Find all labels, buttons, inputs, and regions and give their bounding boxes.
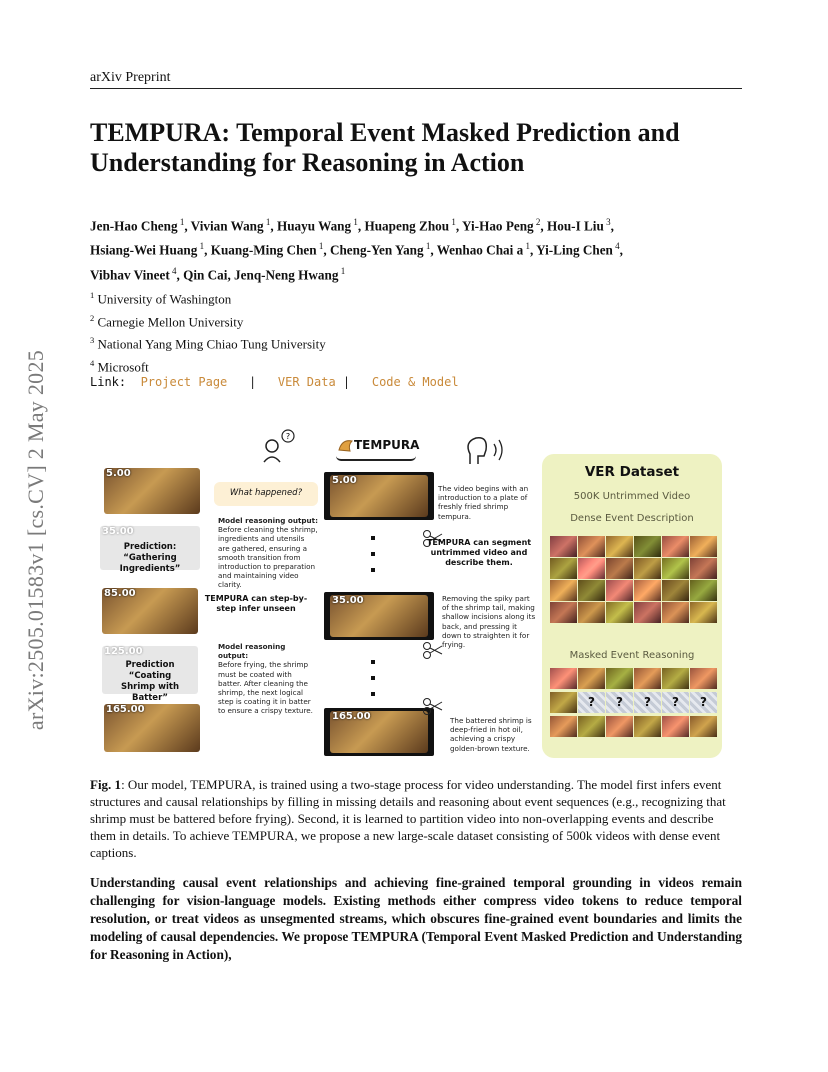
author-affil-sup: 1 xyxy=(449,217,456,227)
author-name: Kuang-Ming Chen xyxy=(210,242,317,258)
arxiv-id-text: arXiv:2505.01583v1 [cs.CV] 2 May 2025 xyxy=(23,349,48,731)
event-thumbnail xyxy=(606,716,633,737)
video-frame-5: 5.00 xyxy=(104,468,200,514)
scissors-icon xyxy=(422,640,444,660)
dataset-thumbnail xyxy=(606,580,633,601)
dataset-thumbnail xyxy=(634,580,661,601)
ver-subtitle-1: 500K Untrimmed Video xyxy=(573,491,691,502)
links-row xyxy=(90,375,459,389)
author-affil-sup: 4 xyxy=(169,265,177,276)
dataset-thumbnail xyxy=(634,602,661,623)
author-affil-sup: 1 xyxy=(338,265,346,276)
masked-event-cell: ? xyxy=(634,692,661,713)
author-affil-sup: 3 xyxy=(603,217,611,227)
author-name: Vivian Wang xyxy=(190,218,264,234)
figure-1 xyxy=(90,428,740,758)
author-name: Huapeng Zhou xyxy=(364,218,450,234)
author-name: Yi-Ling Chen xyxy=(536,242,613,258)
dataset-thumbnail xyxy=(578,602,605,623)
author-affil-sup: 1 xyxy=(197,241,205,252)
event-thumbnail xyxy=(550,668,577,689)
author-name: Jenq-Neng Hwang xyxy=(234,267,339,283)
dataset-thumbnail xyxy=(550,580,577,601)
speaking-head-icon xyxy=(462,434,508,468)
affiliation-item: $^1$ University of Washington xyxy=(90,290,232,307)
masked-event-cell: ? xyxy=(606,692,633,713)
segment-note: TEMPURA can segment untrimmed video and describe them. xyxy=(426,538,532,567)
thinking-person-icon xyxy=(258,428,298,464)
filmstrip-frame-3: 165.00 xyxy=(324,708,434,756)
ver-title: VER Dataset xyxy=(584,464,680,480)
ver-dataset-panel xyxy=(542,454,722,758)
dataset-thumbnail xyxy=(606,558,633,579)
event-thumbnail xyxy=(606,668,633,689)
author-name: Wenhao Chai a xyxy=(436,242,524,258)
stepwise-note: TEMPURA can step-by-step infer unseen xyxy=(204,594,308,613)
dataset-thumbnail xyxy=(690,580,717,601)
ellipsis-dot xyxy=(371,676,375,680)
event-thumbnail xyxy=(634,716,661,737)
affiliation-item: $^4$ Microsoft xyxy=(90,357,149,375)
ver-data-link[interactable]: VER Data xyxy=(277,375,336,389)
author-name: Huayu Wang xyxy=(276,218,352,234)
ellipsis-dot xyxy=(371,536,375,540)
author-affil-sup: 1 xyxy=(351,217,358,227)
dataset-thumbnail xyxy=(578,580,605,601)
event-thumbnail xyxy=(634,668,661,689)
dataset-thumbnail xyxy=(634,558,661,579)
dataset-thumbnail xyxy=(634,536,661,557)
question-bubble: What happened? xyxy=(214,482,318,506)
author-affil-sup: 1 xyxy=(263,217,271,227)
event-thumbnail xyxy=(690,668,717,689)
filmstrip-frame-2: 35.00 xyxy=(324,592,434,640)
event-description-2: Removing the spiky part of the shrimp tail, making shallow incisions along its back, and pressing it down to straighten it for frying. xyxy=(442,594,536,650)
dataset-thumbnail xyxy=(578,558,605,579)
event-thumbnail xyxy=(550,716,577,737)
dataset-thumbnail xyxy=(690,536,717,557)
dataset-thumbnail xyxy=(606,602,633,623)
event-thumbnail xyxy=(662,716,689,737)
prediction-box-1: 35.00 Prediction: “Gathering Ingredients” xyxy=(100,526,200,570)
link-separator: | xyxy=(342,375,351,389)
event-thumbnail xyxy=(662,668,689,689)
dataset-thumbnail xyxy=(606,536,633,557)
dataset-thumbnail xyxy=(662,580,689,601)
event-thumbnail xyxy=(690,716,717,737)
author-affil-sup: 1 xyxy=(423,241,431,252)
figure-caption: Fig. 1: Our model, TEMPURA, is trained using a two-stage process for video understanding. The model first infers event structures and causal relationships by filling in missing details and reasoning about event sequences (e.g., recognizing that shrimp must be battered before frying). Second, it is learned to partition video into non-overlapping events and describe them in details. To achieve TEMPURA, we propose a new large-scale dataset consisting of 500k videos with dense event captions. xyxy=(90,777,726,861)
project-page-link[interactable]: Project Page xyxy=(140,375,228,389)
reasoning-output-1: Model reasoning output: Before cleaning the shrimp, ingredients and utensils are gathered, ensuring a smooth transition from introduction to preparation and maintaining video clarity. xyxy=(218,516,318,590)
dataset-thumbnail xyxy=(550,536,577,557)
shrimp-icon xyxy=(336,436,356,456)
author-name: Qin Cai xyxy=(183,267,228,283)
link-separator: | xyxy=(248,375,257,389)
dataset-thumbnail xyxy=(550,558,577,579)
affiliation-item: $^3$ National Yang Ming Chiao Tung University xyxy=(90,335,326,352)
dataset-thumbnail xyxy=(550,602,577,623)
ellipsis-dot xyxy=(371,692,375,696)
ellipsis-dot xyxy=(371,660,375,664)
ellipsis-dot xyxy=(371,552,375,556)
author-affil-sup: 4 xyxy=(612,241,620,252)
paper-title: TEMPURA: Temporal Event Masked Prediction and Understanding for Reasoning in Action xyxy=(90,118,680,177)
filmstrip-frame-1: 5.00 xyxy=(324,472,434,520)
event-description-1: The video begins with an introduction to a plate of freshly fried shrimp tempura. xyxy=(438,484,529,521)
author-name: Hou-I Liu xyxy=(547,218,604,234)
scissors-icon xyxy=(422,696,444,716)
masked-event-cell: ? xyxy=(662,692,689,713)
dataset-thumbnail xyxy=(662,602,689,623)
running-head: arXiv Preprint xyxy=(90,70,171,85)
event-thumbnail xyxy=(578,668,605,689)
author-list: Jen-Hao Cheng $^1$, Vivian Wang $^1$, Huayu Wang $^1$, Huapeng Zhou $^1$, Yi-Hao Peng $^2$, Hou-I Liu $^3$, Hsiang-Wei Huang $^1$, Kuang-Ming Chen $^1$, Cheng-Yen Yang $^1$, Wenhao Chai a $^1$, Yi-Ling Chen $^4$, Vibhav Vineet $^4$, Qin Cai, Jenq-Neng Hwang $^1$ xyxy=(90,217,623,283)
tempura-logo xyxy=(336,436,420,460)
author-affil-sup: 1 xyxy=(316,241,324,252)
video-frame-165: 165.00 xyxy=(104,704,200,752)
author-affil-sup: 2 xyxy=(533,217,541,227)
svg-text:?: ? xyxy=(285,432,291,441)
author-name: Hsiang-Wei Huang xyxy=(90,242,198,258)
affiliation-item: $^2$ Carnegie Mellon University xyxy=(90,312,244,329)
arxiv-side-stamp xyxy=(12,300,60,780)
ellipsis-dot xyxy=(371,568,375,572)
masked-event-title: Masked Event Reasoning xyxy=(569,650,695,661)
author-name: Vibhav Vineet xyxy=(90,267,170,283)
dataset-thumbnail xyxy=(662,558,689,579)
author-name: Jen-Hao Cheng xyxy=(90,218,178,234)
author-name: Yi-Hao Peng xyxy=(461,218,534,234)
dataset-thumbnail xyxy=(662,536,689,557)
event-description-3: The battered shrimp is deep-fried in hot oil, achieving a crispy golden-brown texture. xyxy=(450,716,532,753)
dataset-thumbnail xyxy=(690,602,717,623)
event-thumbnail xyxy=(550,692,577,713)
links-label: Link: xyxy=(90,375,127,389)
video-frame-85: 85.00 xyxy=(102,588,198,634)
code-model-link[interactable]: Code & Model xyxy=(371,375,459,389)
affiliation-list xyxy=(90,286,326,377)
prediction-box-2: 125.00 Prediction “Coating Shrimp with Batter” xyxy=(102,646,198,694)
masked-event-cell: ? xyxy=(690,692,717,713)
tempura-logo-text: TEMPURA xyxy=(354,438,420,452)
header-rule xyxy=(90,88,742,89)
ver-subtitle-2: Dense Event Description xyxy=(570,513,694,524)
reasoning-output-2: Model reasoning output: Before frying, the shrimp must be coated with batter. After cleaning the shrimp, the next logical step is coating it in batter to ensure a crispy texture. xyxy=(218,642,313,716)
author-affil-sup: 1 xyxy=(523,241,530,252)
dataset-thumbnail xyxy=(578,536,605,557)
dataset-thumbnail xyxy=(690,558,717,579)
event-thumbnail xyxy=(578,716,605,737)
masked-event-cell: ? xyxy=(578,692,605,713)
author-affil-sup: 1 xyxy=(177,217,185,227)
abstract-text: Understanding causal event relationships and achieving fine-grained temporal grounding in videos remain challenging for vision-language models. Existing methods either compress video tokens to reduce temporal resolution, or treat videos as unsegmented streams, which obscures fine-grained event boundaries and limits the modeling of causal dependencies. We propose TEMPURA (Temporal Event Masked Prediction and Understanding for Reasoning in Action), xyxy=(90,875,742,962)
author-name: Cheng-Yen Yang xyxy=(329,242,424,258)
